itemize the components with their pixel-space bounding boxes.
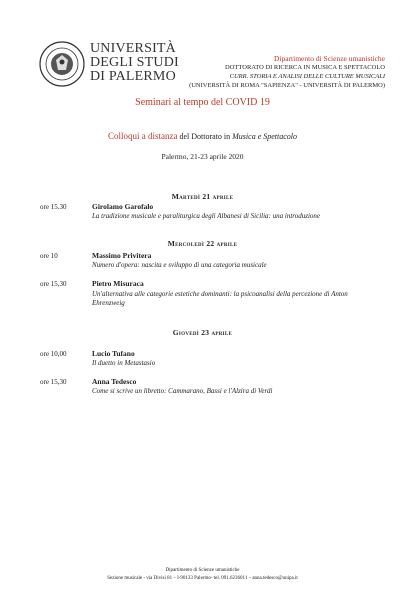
- session-speaker: Pietro Misuraca: [92, 279, 144, 288]
- session-speaker: Girolamo Garofalo: [92, 202, 154, 211]
- subtitle-text: del Dottorato in: [177, 132, 233, 141]
- page-title: Seminari al tempo del COVID 19: [135, 97, 270, 108]
- day-heading: Martedì 21 aprile: [171, 192, 234, 201]
- session-time: ore 10,00: [40, 350, 67, 358]
- subtitle-italic: Musica e Spettacolo: [232, 132, 298, 141]
- session-time: ore 15.30: [40, 203, 67, 211]
- page-subtitle: [0, 131, 405, 141]
- doctorate-name: DOTTORATO DI RICERCA IN MUSICA E SPETTACOLO: [225, 64, 385, 71]
- day-heading: Mercoledì 22 aprile: [167, 239, 238, 248]
- session-time: ore 10: [40, 252, 58, 260]
- curriculum-name: CURR. STORIA E ANALISI DELLE CULTURE MUSICALI: [229, 73, 385, 80]
- footer-department: Dipartimento di Scienze umanistiche: [165, 568, 240, 573]
- subtitle-highlight: Colloqui a distanza: [107, 131, 178, 141]
- university-name: [90, 42, 179, 84]
- department-block: [185, 54, 385, 90]
- session-speaker: Anna Tedesco: [92, 377, 137, 386]
- session-speaker: Lucio Tufano: [92, 349, 135, 358]
- university-line: UNIVERSITÀ: [90, 41, 176, 56]
- session-title: Numero d'opera: nascita e sviluppo di una categoria musicale: [92, 261, 267, 269]
- universities-note: (UNIVERSITÀ DI ROMA "SAPIENZA" - UNIVERSITÀ DI PALERMO): [189, 82, 385, 89]
- session-title: La tradizione musicale e paraliturgica degli Albanesi di Sicilia: una introduzione: [92, 212, 321, 220]
- session-speaker: Massimo Privitera: [92, 251, 152, 260]
- university-line: DI PALERMO: [90, 69, 176, 84]
- day-heading: Giovedì 23 aprile: [172, 328, 233, 337]
- university-seal-icon: [38, 40, 86, 88]
- session-title: Il duetto in Metastasio: [92, 359, 156, 367]
- session-time: ore 15,30: [40, 280, 67, 288]
- department-name: Dipartimento di Scienze umanistiche: [273, 54, 385, 63]
- session-title: Un'alternativa alle categorie estetiche dominanti: la psicoanalisi della percezione di Anton Ehrenzweig: [92, 290, 348, 307]
- event-dates: Palermo, 21-23 aprile 2020: [161, 152, 244, 161]
- footer-contact: Sezione musicale - via Divisi 81 – I-90133 Palermo- tel. 091.6236011 – anna.tedesco@unipa.it: [107, 576, 298, 581]
- session-time: ore 15,30: [40, 378, 67, 386]
- university-line: DEGLI STUDI: [90, 55, 179, 70]
- session-title: Come si scrive un libretto: Cammarano, Bassi e l'Alzira di Verdi: [92, 387, 273, 395]
